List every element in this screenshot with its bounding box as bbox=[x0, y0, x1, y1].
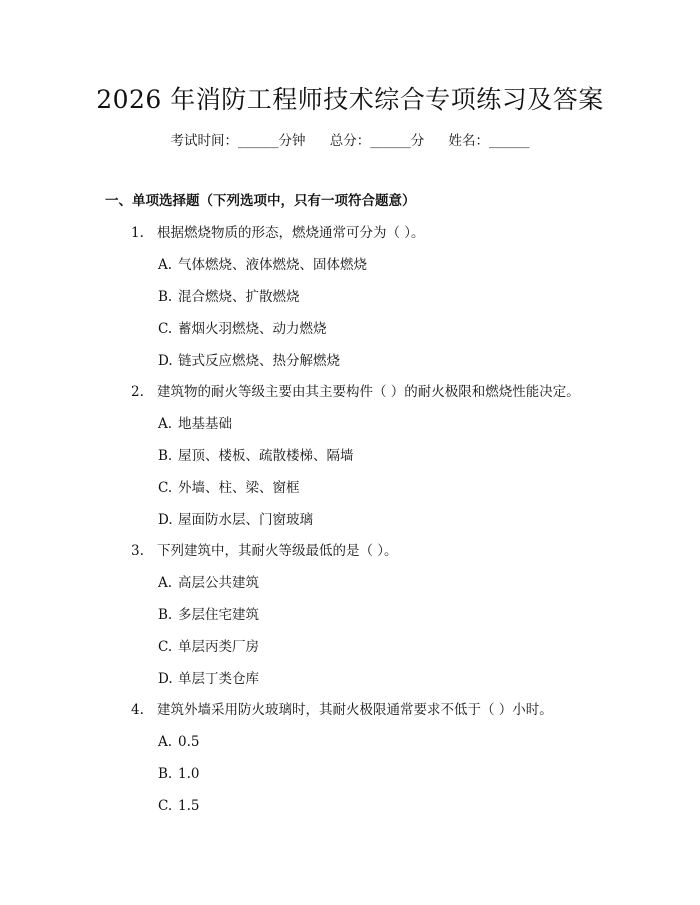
question-number: 2. bbox=[131, 384, 144, 400]
option-text: 蓄烟火羽燃烧、动力燃烧 bbox=[178, 321, 327, 337]
question-number: 4. bbox=[131, 702, 144, 718]
option-letter: A. bbox=[158, 575, 173, 591]
option-text: 1.5 bbox=[178, 798, 200, 814]
question-3-option-d bbox=[158, 670, 259, 688]
option-letter: A. bbox=[158, 416, 173, 432]
question-stem: 下列建筑中，其耐火等级最低的是（ ）。 bbox=[157, 543, 398, 559]
question-number: 1. bbox=[131, 225, 144, 241]
question-1-option-d bbox=[158, 352, 340, 370]
question-3-option-b bbox=[158, 606, 259, 624]
option-letter: C. bbox=[158, 480, 173, 496]
option-letter: D. bbox=[158, 671, 173, 687]
option-letter: B. bbox=[158, 289, 173, 305]
question-1 bbox=[131, 224, 425, 242]
option-text: 屋顶、楼板、疏散楼梯、隔墙 bbox=[178, 448, 354, 464]
option-text: 多层住宅建筑 bbox=[178, 607, 259, 623]
question-1-option-b bbox=[158, 288, 300, 306]
question-1-option-c bbox=[158, 320, 327, 338]
option-text: 气体燃烧、液体燃烧、固体燃烧 bbox=[178, 257, 367, 273]
question-4-option-a bbox=[158, 733, 199, 751]
question-2-option-b bbox=[158, 447, 354, 465]
exam-meta bbox=[0, 132, 700, 150]
question-2-option-d bbox=[158, 511, 313, 529]
section-heading: 一、单项选择题（下列选项中，只有一项符合题意） bbox=[105, 193, 416, 209]
option-text: 单层丙类厂房 bbox=[178, 639, 259, 655]
question-3-option-a bbox=[158, 574, 259, 592]
question-1-option-a bbox=[158, 256, 367, 274]
student-name-field: 姓名：______ bbox=[448, 133, 530, 149]
total-score-field: 总分：______分 bbox=[329, 133, 425, 149]
option-text: 链式反应燃烧、热分解燃烧 bbox=[178, 353, 340, 369]
option-text: 高层公共建筑 bbox=[178, 575, 259, 591]
option-text: 1.0 bbox=[178, 766, 200, 782]
question-3 bbox=[131, 542, 398, 560]
option-text: 单层丁类仓库 bbox=[178, 671, 259, 687]
option-text: 0.5 bbox=[178, 734, 200, 750]
question-2 bbox=[131, 383, 580, 401]
option-letter: D. bbox=[158, 512, 173, 528]
option-letter: D. bbox=[158, 353, 173, 369]
exam-time-field: 考试时间：______分钟 bbox=[170, 133, 306, 149]
question-4-option-c bbox=[158, 797, 199, 815]
option-letter: A. bbox=[158, 734, 173, 750]
option-letter: C. bbox=[158, 321, 173, 337]
document-title: 2026 年消防工程师技术综合专项练习及答案 bbox=[96, 85, 604, 114]
option-letter: B. bbox=[158, 766, 173, 782]
question-stem: 建筑物的耐火等级主要由其主要构件（ ）的耐火极限和燃烧性能决定。 bbox=[157, 384, 580, 400]
option-text: 混合燃烧、扩散燃烧 bbox=[178, 289, 300, 305]
question-number: 3. bbox=[131, 543, 144, 559]
question-stem: 根据燃烧物质的形态，燃烧通常可分为（ ）。 bbox=[157, 225, 425, 241]
option-text: 外墙、柱、梁、窗框 bbox=[178, 480, 300, 496]
question-3-option-c bbox=[158, 638, 259, 656]
question-4-option-b bbox=[158, 765, 199, 783]
option-text: 地基基础 bbox=[178, 416, 232, 432]
option-text: 屋面防水层、门窗玻璃 bbox=[178, 512, 313, 528]
question-4 bbox=[131, 701, 553, 719]
question-2-option-a bbox=[158, 415, 232, 433]
option-letter: B. bbox=[158, 607, 173, 623]
question-2-option-c bbox=[158, 479, 300, 497]
option-letter: C. bbox=[158, 639, 173, 655]
option-letter: C. bbox=[158, 798, 173, 814]
option-letter: A. bbox=[158, 257, 173, 273]
option-letter: B. bbox=[158, 448, 173, 464]
question-stem: 建筑外墙采用防火玻璃时，其耐火极限通常要求不低于（ ）小时。 bbox=[157, 702, 553, 718]
